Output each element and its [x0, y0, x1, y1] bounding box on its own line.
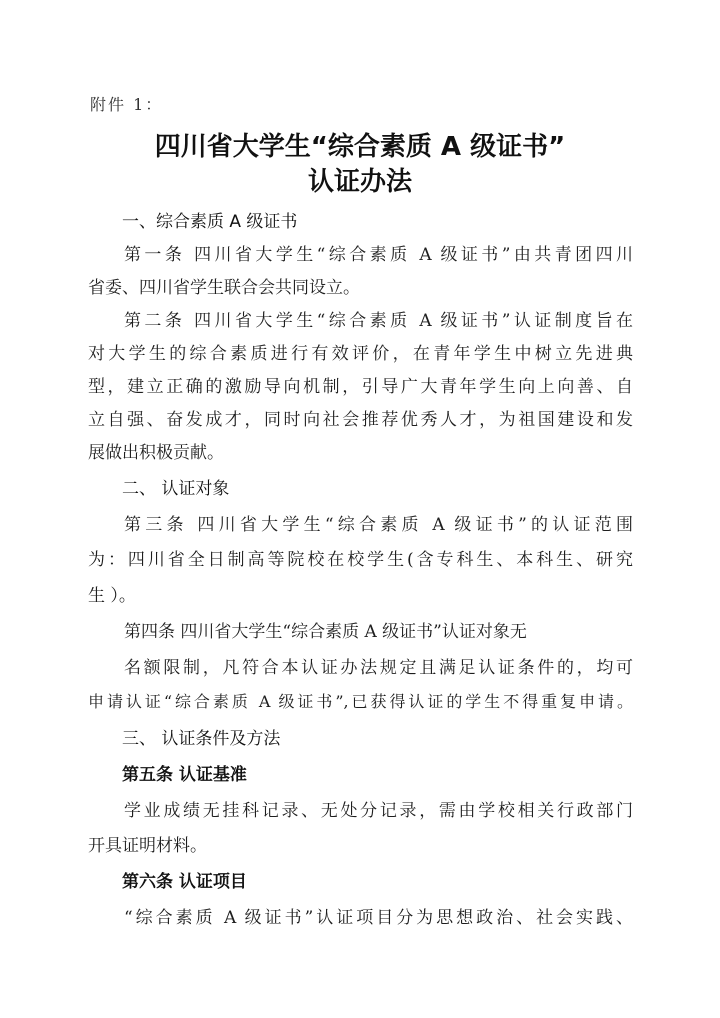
article-5-line-1: 学业成绩无挂科记录、无处分记录，需由学校相关行政部门: [124, 801, 633, 821]
article-1-line-1: 第一条 四川省大学生“综合素质 A 级证书”由共青团四川: [124, 245, 633, 265]
article-5-heading: 第五条 认证基准: [122, 765, 247, 785]
article-1-line-2: 省委、四川省学生联合会共同设立。: [88, 278, 360, 298]
section-heading-3: 三、 认证条件及方法: [122, 729, 281, 749]
article-2-line-5: 展做出积极贡献。: [88, 443, 224, 463]
section-heading-2: 二、 认证对象: [122, 479, 230, 499]
article-3-line-2: 为：四川省全日制高等院校在校学生(含专科生、本科生、研究: [88, 550, 633, 570]
article-2-line-1: 第二条 四川省大学生“综合素质 A 级证书”认证制度旨在: [124, 311, 633, 331]
article-5-line-2: 开具证明材料。: [88, 836, 207, 856]
article-3-line-1: 第三条 四川省大学生“综合素质 A 级证书”的认证范围: [124, 515, 633, 535]
article-6-heading: 第六条 认证项目: [122, 872, 247, 892]
attachment-label: 附件 1：: [90, 95, 164, 114]
section-heading-1: 一、综合素质 A 级证书: [122, 212, 298, 232]
article-2-line-4: 立自强、奋发成才，同时向社会推荐优秀人才，为祖国建设和发: [88, 410, 633, 430]
article-4-line-3: 申请认证“综合素质 A 级证书”,已获得认证的学生不得重复申请。: [88, 692, 633, 711]
article-6-line-1: “综合素质 A 级证书”认证项目分为思想政治、社会实践、: [124, 908, 633, 928]
article-2-line-2: 对大学生的综合素质进行有效评价，在青年学生中树立先进典: [88, 344, 633, 364]
article-4-line-1: 第四条 四川省大学生“综合素质 A 级证书”认证对象无: [124, 622, 527, 642]
article-2-line-3: 型，建立正确的激励导向机制，引导广大青年学生向上向善、自: [88, 377, 633, 397]
article-3-line-3: 生 ）。: [88, 586, 136, 606]
document-title: 四川省大学生“综合素质 A 级证书”: [154, 132, 566, 162]
document-title-line2: 认证办法: [307, 167, 412, 197]
article-4-line-2: 名额限制，凡符合本认证办法规定且满足认证条件的，均可: [124, 658, 633, 678]
